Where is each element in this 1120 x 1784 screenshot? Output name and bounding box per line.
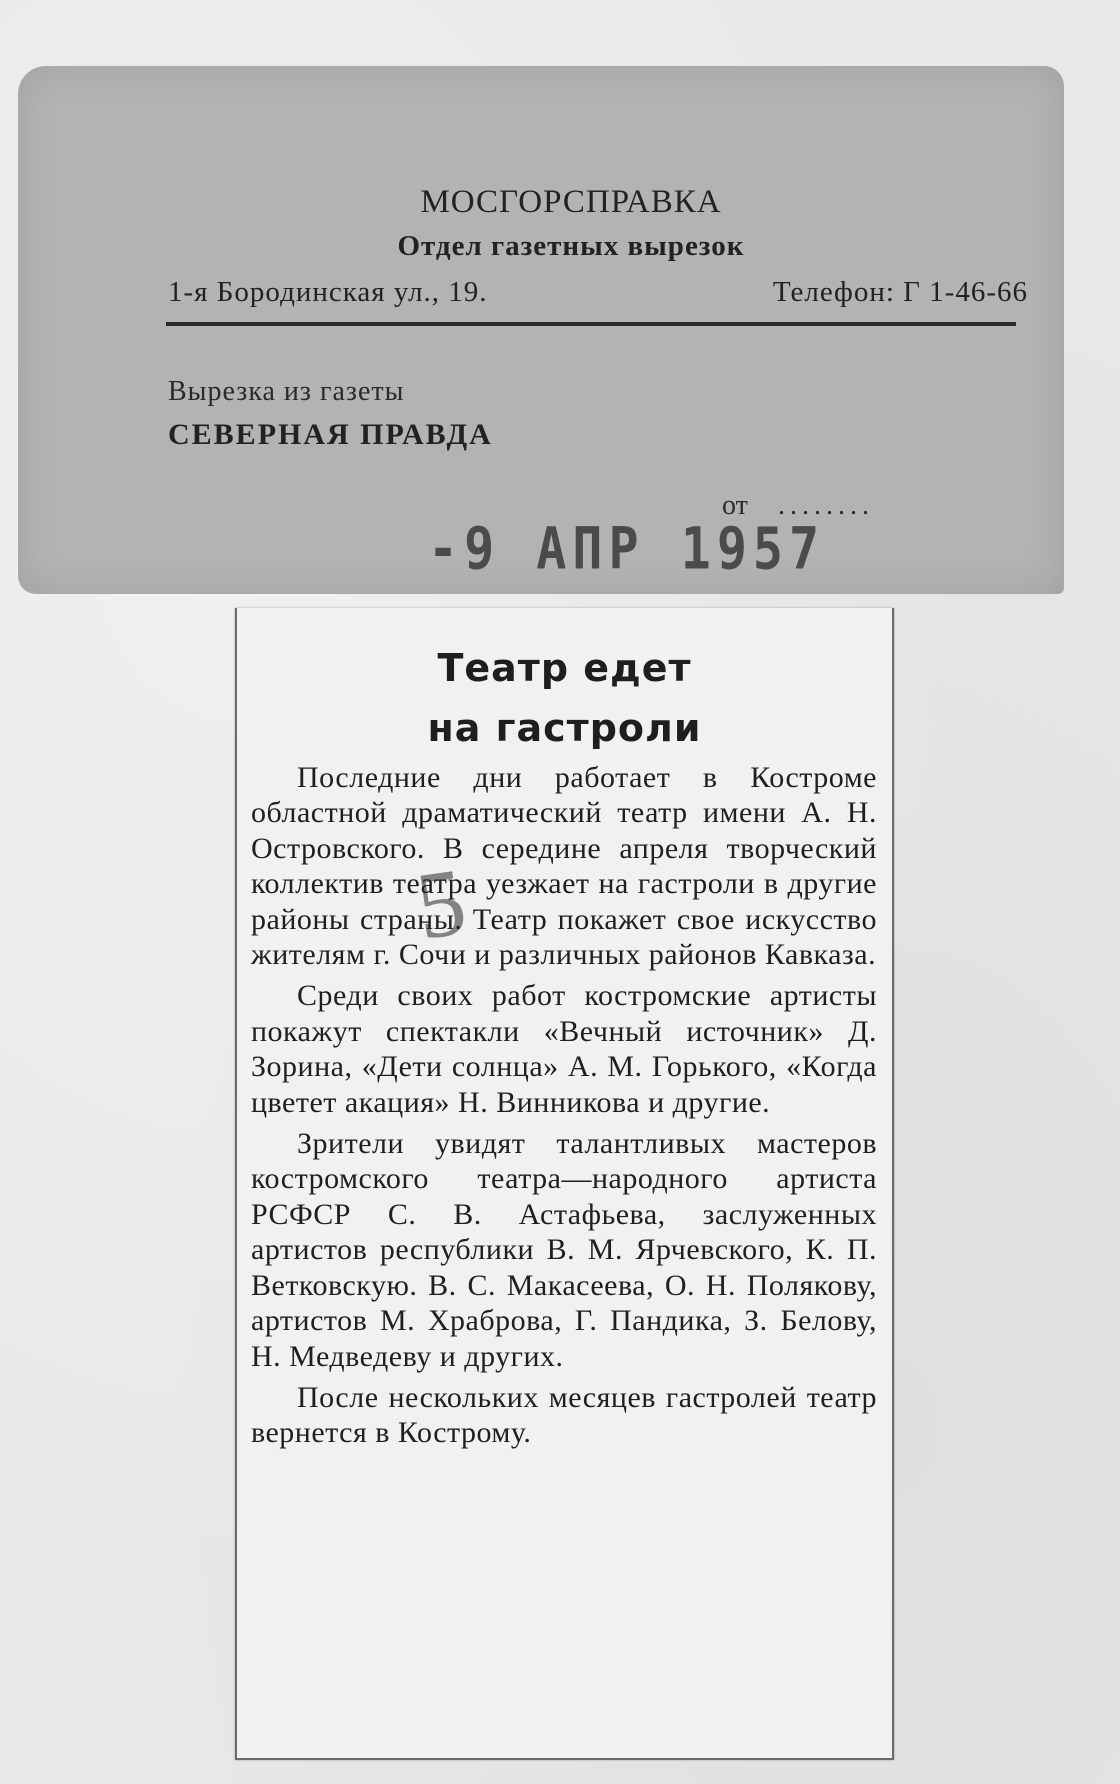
clip-label: Вырезка из газеты — [168, 376, 405, 407]
article-paragraph-2: Среди своих работ костромские артисты покажут спектакли «Вечный источник» Д. Зорина, «Дети солнца» А. М. Горького, «Когда цветет акация» Н. Винникова и другие. — [251, 979, 877, 1119]
newspaper-clipping — [235, 608, 894, 1760]
newspaper-name: СЕВЕРНАЯ ПРАВДА — [168, 418, 493, 451]
date-dots: ........ — [778, 490, 874, 521]
agency-address: 1-я Бородинская ул., 19. — [168, 276, 488, 308]
article-paragraph-4: После нескольких месяцев гастролей театр вернется в Кострому. — [251, 1380, 877, 1450]
article-paragraph-1: Последние дни работает в Костроме областной драматический театр имени А. Н. Островского. В середине апреля творческий коллектив театра уезжает на гастроли в другие районы страны. Театр покажет свое искусство жителям г. Сочи и различных районов Кавказа. — [251, 761, 877, 972]
article-title-line-1: Театр едет — [437, 646, 692, 690]
agency-phone: Телефон: Г 1-46-66 — [772, 276, 1028, 308]
article-title — [237, 638, 892, 758]
agency-department: Отдел газетных вырезок — [397, 230, 745, 262]
agency-title: МОСГОРСПРАВКА — [420, 184, 722, 220]
date-label: от — [722, 490, 748, 521]
article-body — [251, 760, 877, 1457]
article-title-line-2: на гастроли — [427, 706, 702, 750]
article-paragraph-3: Зрители увидят талантливых мастеров костромского театра—народного артиста РСФСР С. В. Астафьева, заслуженных артистов республики В. М. Ярчевского, К. П. Ветковскую. В. С. Макасеева, О. Н. Полякову, артистов М. Храброва, Г. Пандика, З. Белову, Н. Медведеву и других. — [251, 1127, 877, 1373]
handwritten-mark: 5 — [409, 847, 473, 960]
header-divider — [166, 322, 1016, 326]
date-stamp: -9 АПР 1957 — [428, 515, 826, 583]
